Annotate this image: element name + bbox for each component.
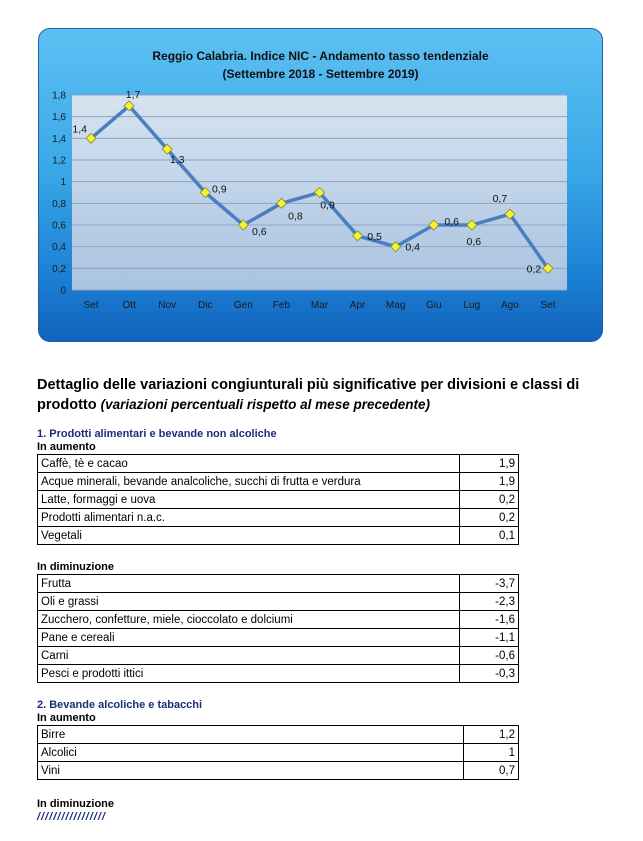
row-label: Carni	[38, 647, 460, 665]
x-tick-label: Mag	[385, 300, 406, 311]
row-label: Acque minerali, bevande analcoliche, succhi di frutta e verdura	[38, 473, 460, 491]
row-value: -0,3	[460, 665, 519, 683]
row-value: -1,1	[460, 629, 519, 647]
section2-up-table	[37, 725, 519, 780]
row-label: Caffè, tè e cacao	[38, 455, 460, 473]
data-label: 0,9	[320, 199, 335, 212]
row-value: 1	[464, 744, 519, 762]
heading-sub: (variazioni percentuali rispetto al mese precedente)	[100, 397, 430, 412]
data-label: 0,4	[405, 241, 420, 254]
row-label: Vini	[38, 762, 464, 780]
row-value: -0,6	[460, 647, 519, 665]
data-label: 0,9	[211, 183, 227, 196]
x-tick-label: Set	[540, 300, 556, 311]
row-value: 0,2	[460, 491, 519, 509]
table-row	[38, 647, 519, 665]
x-tick-label: Dic	[198, 300, 213, 311]
section2-down-placeholder: /////////////////	[37, 811, 106, 823]
table-row	[38, 473, 519, 491]
data-label: 1,4	[72, 123, 88, 136]
row-label: Vegetali	[38, 527, 460, 545]
table-row	[38, 726, 519, 744]
table-row	[38, 629, 519, 647]
table-row	[38, 491, 519, 509]
page-heading	[37, 376, 617, 415]
section1-up-label: In aumento	[37, 441, 96, 453]
y-tick-label: 0,4	[52, 242, 66, 254]
row-label: Alcolici	[38, 744, 464, 762]
x-tick-label: Ott	[122, 300, 136, 311]
data-label: 1,3	[169, 154, 185, 167]
table-row	[38, 593, 519, 611]
x-tick-label: Ago	[500, 300, 519, 311]
section2-down-label: In diminuzione	[37, 798, 114, 810]
row-label: Pane e cereali	[38, 629, 460, 647]
table-row	[38, 665, 519, 683]
y-tick-label: 1,6	[52, 112, 66, 124]
row-value: -3,7	[460, 575, 519, 593]
table-row	[38, 527, 519, 545]
data-label: 1,7	[125, 88, 141, 101]
section1-title: 1. Prodotti alimentari e bevande non alcoliche	[37, 428, 277, 440]
section2-title: 2. Bevande alcoliche e tabacchi	[37, 699, 203, 711]
y-tick-label: 0,6	[52, 220, 66, 232]
row-value: 1,2	[464, 726, 519, 744]
y-tick-label: 0	[60, 285, 66, 297]
x-tick-label: Nov	[158, 300, 177, 311]
chart-subtitle: (Settembre 2018 - Settembre 2019)	[222, 67, 419, 81]
table-row	[38, 611, 519, 629]
y-tick-label: 1,8	[52, 90, 66, 102]
data-label: 0,6	[444, 216, 460, 228]
row-label: Pesci e prodotti ittici	[38, 665, 460, 683]
row-value: 0,7	[464, 762, 519, 780]
row-value: 0,1	[460, 527, 519, 545]
x-tick-label: Apr	[349, 300, 366, 311]
table-row	[38, 509, 519, 527]
row-label: Latte, formaggi e uova	[38, 491, 460, 509]
row-value: -1,6	[460, 611, 519, 629]
data-label: 0,7	[492, 193, 508, 206]
chart-container	[38, 28, 603, 342]
y-tick-label: 1,4	[52, 133, 66, 145]
x-tick-label: Gen	[233, 300, 253, 311]
line-chart	[39, 29, 602, 341]
row-value: 0,2	[460, 509, 519, 527]
section1-down-label: In diminuzione	[37, 561, 114, 573]
row-label: Birre	[38, 726, 464, 744]
row-value: 1,9	[460, 455, 519, 473]
row-value: 1,9	[460, 473, 519, 491]
x-tick-label: Set	[83, 300, 99, 311]
data-label: 0,8	[288, 210, 303, 223]
x-tick-label: Feb	[272, 300, 291, 311]
section1-up-table	[37, 454, 519, 545]
chart-title: Reggio Calabria. Indice NIC - Andamento tasso tendenziale	[152, 49, 489, 63]
row-value: -2,3	[460, 593, 519, 611]
row-label: Zucchero, confetture, miele, cioccolato e dolciumi	[38, 611, 460, 629]
table-row	[38, 762, 519, 780]
y-tick-label: 0,8	[52, 198, 66, 210]
data-label: 0,6	[466, 236, 482, 248]
data-label: 0,2	[526, 263, 542, 276]
row-label: Frutta	[38, 575, 460, 593]
y-tick-label: 1,2	[52, 155, 66, 167]
y-tick-label: 1	[60, 177, 66, 189]
table-row	[38, 575, 519, 593]
row-label: Oli e grassi	[38, 593, 460, 611]
row-label: Prodotti alimentari n.a.c.	[38, 509, 460, 527]
heading-main: Dettaglio delle variazioni congiunturali più significative per divisioni e classi di prodotto	[37, 377, 580, 413]
x-tick-label: Giu	[425, 300, 442, 311]
table-row	[38, 744, 519, 762]
table-row	[38, 455, 519, 473]
data-label: 0,6	[252, 226, 267, 238]
section1-down-table	[37, 574, 519, 683]
section2-up-label: In aumento	[37, 712, 96, 724]
y-tick-label: 0,2	[52, 263, 66, 275]
x-tick-label: Lug	[463, 300, 481, 311]
x-tick-label: Mar	[310, 300, 329, 311]
data-label: 0,5	[367, 230, 382, 243]
